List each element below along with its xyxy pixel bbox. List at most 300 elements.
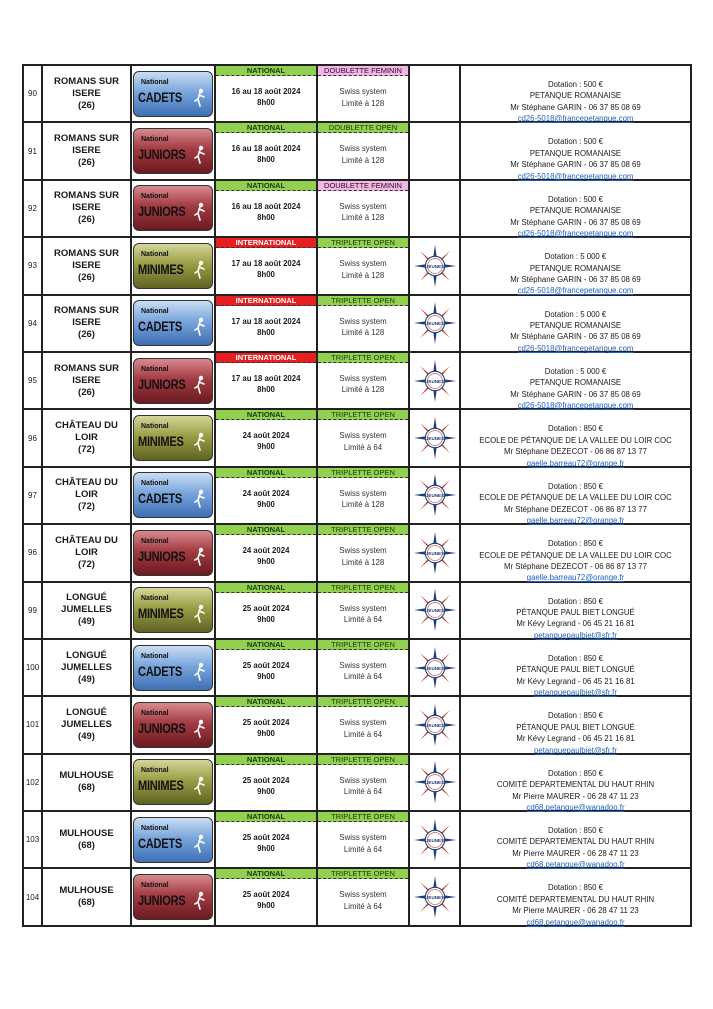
level-cell: [216, 66, 318, 121]
logo-text: JEUNES: [425, 378, 444, 384]
format-header: TRIPLETTE OPEN: [318, 755, 408, 765]
level-cell: [216, 238, 318, 293]
row-number-text: 90: [28, 89, 37, 99]
event-time: 9h00: [257, 729, 275, 739]
email-link[interactable]: cd68.petanque@wanadoo.fr: [526, 860, 625, 870]
logo-cell: [410, 353, 461, 408]
badge-category-text: JUNIORS: [138, 376, 186, 392]
category-cell: [132, 123, 216, 178]
table-row: [24, 353, 692, 410]
system-text: Swiss system: [339, 431, 387, 441]
info-cell: [461, 525, 692, 583]
club-name: ECOLE DE PÉTANQUE DE LA VALLEE DU LOIR COC: [479, 435, 672, 445]
jeunes-compass-logo-icon: [413, 359, 457, 403]
category-badge: [133, 128, 213, 174]
format-header: TRIPLETTE OPEN: [318, 410, 408, 420]
city-cell: [43, 525, 132, 580]
table-row: [24, 697, 692, 754]
badge-category-text: JUNIORS: [138, 893, 186, 909]
city-name: ROMANS SUR: [54, 362, 119, 374]
category-cell: [132, 181, 216, 236]
event-date: 16 au 18 août 2024: [231, 87, 301, 96]
club-name: COMITÉ DEPARTEMENTAL DU HAUT RHIN: [496, 894, 655, 904]
category-badge: [133, 702, 213, 748]
dotation-text: Dotation : 850 €: [547, 711, 604, 721]
city-name: CHÂTEAU DU: [55, 534, 118, 546]
format-cell: [318, 869, 410, 924]
petanque-player-icon: [194, 375, 206, 395]
level-header: NATIONAL: [216, 181, 316, 191]
format-cell: [318, 583, 410, 638]
city-name: LONGUÉ: [66, 649, 107, 661]
system-text: Swiss system: [339, 890, 387, 900]
department-code: (26): [78, 157, 95, 169]
email-link[interactable]: cd26-5018@francepetanque.com: [517, 171, 634, 181]
city-cell: [43, 410, 132, 465]
petanque-player-icon: [194, 489, 206, 509]
city-cell: [43, 296, 132, 351]
club-name: PÉTANQUE PAUL BIET LONGUÉ: [516, 722, 635, 732]
event-date: 25 août 2024: [242, 890, 290, 900]
city-cell: [43, 697, 132, 752]
jeunes-compass-logo-icon: [413, 760, 457, 804]
department-code: (26): [78, 271, 95, 283]
limit-text: Limité à 128: [341, 155, 385, 165]
jeunes-compass-logo-icon: [413, 473, 457, 517]
club-name: PETANQUE ROMANAISE: [529, 148, 622, 158]
city-name: LONGUÉ: [66, 592, 107, 604]
info-cell: [461, 123, 692, 181]
level-cell: [216, 181, 318, 236]
event-date: 17 au 18 août 2024: [231, 259, 301, 269]
system-text: Swiss system: [339, 718, 387, 728]
contact-text: Mr Pierre MAURER - 06 28 47 11 23: [512, 791, 639, 801]
email-link[interactable]: cd26-5018@francepetanque.com: [517, 286, 634, 296]
limit-text: Limité à 128: [341, 385, 385, 395]
format-header: TRIPLETTE OPEN: [318, 353, 408, 363]
city-cell: [43, 869, 132, 924]
badge-category-text: CADETS: [138, 319, 183, 335]
event-date: 24 août 2024: [242, 488, 290, 498]
level-header: NATIONAL: [216, 583, 316, 593]
info-cell: [461, 583, 692, 638]
info-cell: [461, 697, 692, 755]
dotation-text: Dotation : 5 000 €: [544, 252, 607, 262]
jeunes-compass-logo-icon: [413, 818, 457, 862]
jeunes-compass-logo-icon: [413, 531, 457, 575]
info-cell: [461, 755, 692, 810]
dotation-text: Dotation : 850 €: [547, 424, 604, 434]
event-date: 24 août 2024: [242, 546, 290, 556]
category-badge: [133, 243, 213, 289]
city-cell: [43, 640, 132, 695]
level-header: NATIONAL: [216, 755, 316, 765]
city-cell: [43, 123, 132, 178]
table-row: [24, 468, 692, 525]
dotation-text: Dotation : 850 €: [547, 826, 604, 836]
row-number-text: 101: [25, 720, 40, 730]
category-cell: [132, 410, 216, 465]
row-number: [24, 66, 43, 121]
event-time: 9h00: [257, 844, 275, 854]
contact-text: Mr Kévy Legrand - 06 45 21 16 81: [516, 734, 635, 744]
row-number-text: 93: [28, 261, 37, 271]
email-link[interactable]: cd26-5018@francepetanque.com: [517, 229, 634, 238]
logo-cell: [410, 410, 461, 465]
jeunes-compass-logo-icon: [413, 301, 457, 345]
event-time: 8h00: [257, 212, 275, 222]
format-cell: [318, 410, 410, 465]
badge-national-text: National: [141, 882, 169, 890]
limit-text: Limité à 128: [341, 328, 385, 338]
contact-text: Mr Stéphane GARIN - 06 37 85 08 69: [510, 332, 641, 342]
badge-national-text: National: [141, 709, 169, 717]
city-cell: [43, 812, 132, 867]
logo-cell: [410, 697, 461, 752]
format-cell: [318, 640, 410, 695]
level-cell: [216, 697, 318, 752]
logo-text: JEUNES: [425, 722, 444, 728]
contact-text: Mr Stéphane DEZECOT - 06 86 87 13 77: [504, 504, 647, 514]
logo-cell: [410, 66, 461, 121]
category-badge: [133, 759, 213, 805]
email-link[interactable]: cd26-5018@francepetanque.com: [517, 114, 634, 124]
category-badge: [133, 415, 213, 461]
format-header: DOUBLETTE FEMININ: [318, 181, 408, 191]
badge-national-text: National: [141, 480, 169, 488]
city-name-line2: ISERE: [72, 317, 101, 329]
level-cell: [216, 640, 318, 695]
row-number-text: 103: [25, 835, 40, 845]
logo-cell: [410, 123, 461, 178]
logo-text: JEUNES: [425, 607, 444, 613]
row-number: [24, 812, 43, 867]
badge-category-text: CADETS: [138, 835, 183, 851]
city-name-line2: (68): [78, 897, 95, 909]
system-text: Swiss system: [339, 316, 387, 326]
petanque-player-icon: [194, 432, 206, 452]
row-number-text: 92: [28, 203, 37, 213]
club-name: PETANQUE ROMANAISE: [529, 91, 622, 101]
logo-text: JEUNES: [425, 780, 444, 786]
category-cell: [132, 583, 216, 638]
category-badge: [133, 645, 213, 691]
email-link[interactable]: petanquepaulbiet@sfr.fr: [534, 630, 617, 640]
limit-text: Limité à 64: [343, 901, 383, 911]
city-name-line2: ISERE: [72, 202, 101, 214]
system-text: Swiss system: [339, 373, 387, 383]
dotation-text: Dotation : 5 000 €: [544, 366, 607, 376]
format-cell: [318, 525, 410, 580]
petanque-player-icon: [194, 260, 206, 280]
logo-text: JEUNES: [425, 837, 444, 843]
club-name: PETANQUE ROMANAISE: [529, 320, 622, 330]
city-name-line2: ISERE: [72, 374, 101, 386]
level-cell: [216, 296, 318, 351]
system-text: Swiss system: [339, 144, 387, 154]
club-name: COMITÉ DEPARTEMENTAL DU HAUT RHIN: [496, 780, 655, 790]
system-text: Swiss system: [339, 775, 387, 785]
contact-text: Mr Pierre MAURER - 06 28 47 11 23: [512, 906, 639, 916]
row-number-text: 96: [28, 548, 37, 558]
category-badge: [133, 472, 213, 518]
badge-national-text: National: [141, 78, 169, 86]
event-time: 9h00: [257, 499, 275, 509]
table-row: [24, 525, 692, 582]
badge-national-text: National: [141, 595, 169, 603]
table-row: [24, 123, 692, 180]
badge-category-text: MINIMES: [138, 261, 184, 277]
department-code: (72): [78, 558, 95, 570]
row-number: [24, 583, 43, 638]
city-name: ROMANS SUR: [54, 133, 119, 145]
row-number-text: 94: [28, 318, 37, 328]
level-header: NATIONAL: [216, 468, 316, 478]
level-header: INTERNATIONAL: [216, 238, 316, 248]
email-link[interactable]: cd68.petanque@wanadoo.fr: [526, 802, 625, 812]
contact-text: Mr Stéphane GARIN - 06 37 85 08 69: [510, 217, 641, 227]
format-cell: [318, 353, 410, 408]
level-header: NATIONAL: [216, 66, 316, 76]
format-cell: [318, 66, 410, 121]
event-time: 9h00: [257, 671, 275, 681]
club-name: COMITÉ DEPARTEMENTAL DU HAUT RHIN: [496, 837, 655, 847]
limit-text: Limité à 64: [343, 615, 383, 625]
city-cell: [43, 468, 132, 523]
category-cell: [132, 525, 216, 580]
petanque-player-icon: [194, 317, 206, 337]
email-link[interactable]: gaelle.barreau72@orange.fr: [526, 515, 625, 525]
email-link[interactable]: gaelle.barreau72@orange.fr: [526, 573, 625, 583]
dotation-text: Dotation : 5 000 €: [544, 309, 607, 319]
email-link[interactable]: petanquepaulbiet@sfr.fr: [534, 688, 617, 698]
format-cell: [318, 181, 410, 236]
limit-text: Limité à 64: [343, 787, 383, 797]
system-text: Swiss system: [339, 546, 387, 556]
dotation-text: Dotation : 500 €: [547, 137, 604, 147]
email-link[interactable]: gaelle.barreau72@orange.fr: [526, 458, 625, 468]
category-cell: [132, 66, 216, 121]
table-row: [24, 869, 692, 926]
logo-cell: [410, 238, 461, 293]
petanque-player-icon: [194, 202, 206, 222]
format-header: TRIPLETTE OPEN: [318, 468, 408, 478]
level-cell: [216, 353, 318, 408]
category-cell: [132, 755, 216, 810]
info-cell: [461, 869, 692, 927]
badge-national-text: National: [141, 193, 169, 201]
event-time: 9h00: [257, 557, 275, 567]
category-badge: [133, 587, 213, 633]
category-badge: [133, 71, 213, 117]
format-cell: [318, 123, 410, 178]
level-cell: [216, 755, 318, 810]
city-name-line2: LOIR: [75, 489, 98, 501]
category-cell: [132, 238, 216, 293]
format-cell: [318, 697, 410, 752]
format-cell: [318, 238, 410, 293]
city-name: ROMANS SUR: [54, 75, 119, 87]
event-date: 25 août 2024: [242, 660, 290, 670]
badge-category-text: MINIMES: [138, 778, 184, 794]
event-time: 9h00: [257, 442, 275, 452]
table-row: [24, 640, 692, 697]
logo-text: JEUNES: [425, 321, 444, 327]
badge-national-text: National: [141, 423, 169, 431]
city-name-line2: ISERE: [72, 87, 101, 99]
category-badge: [133, 300, 213, 346]
category-cell: [132, 353, 216, 408]
level-header: NATIONAL: [216, 640, 316, 650]
info-cell: [461, 353, 692, 411]
limit-text: Limité à 128: [341, 98, 385, 108]
row-number-text: 91: [28, 146, 37, 156]
jeunes-compass-logo-icon: [413, 703, 457, 747]
event-date: 17 au 18 août 2024: [231, 316, 301, 326]
email-link[interactable]: petanquepaulbiet@sfr.fr: [534, 745, 617, 755]
table-row: [24, 812, 692, 869]
department-code: (49): [78, 730, 95, 742]
city-name: ROMANS SUR: [54, 305, 119, 317]
jeunes-compass-logo-icon: [413, 588, 457, 632]
logo-cell: [410, 525, 461, 580]
row-number: [24, 525, 43, 580]
row-number-text: 97: [28, 490, 37, 500]
email-link[interactable]: cd68.petanque@wanadoo.fr: [526, 917, 625, 927]
contact-text: Mr Pierre MAURER - 06 28 47 11 23: [512, 848, 639, 858]
club-name: ECOLE DE PÉTANQUE DE LA VALLEE DU LOIR COC: [479, 550, 672, 560]
badge-category-text: JUNIORS: [138, 720, 186, 736]
email-link[interactable]: cd26-5018@francepetanque.com: [517, 343, 634, 353]
city-name: CHÂTEAU DU: [55, 477, 118, 489]
club-name: PETANQUE ROMANAISE: [529, 378, 622, 388]
level-cell: [216, 123, 318, 178]
format-header: TRIPLETTE OPEN: [318, 296, 408, 306]
format-header: TRIPLETTE OPEN: [318, 812, 408, 822]
badge-national-text: National: [141, 537, 169, 545]
format-cell: [318, 468, 410, 523]
table-row: [24, 66, 692, 123]
table-row: [24, 238, 692, 295]
department-code: (26): [78, 386, 95, 398]
category-cell: [132, 812, 216, 867]
system-text: Swiss system: [339, 201, 387, 211]
badge-category-text: CADETS: [138, 89, 183, 105]
jeunes-compass-logo-icon: [413, 244, 457, 288]
competition-table: [22, 64, 692, 927]
logo-cell: [410, 869, 461, 924]
city-name: ROMANS SUR: [54, 190, 119, 202]
event-time: 8h00: [257, 384, 275, 394]
badge-national-text: National: [141, 136, 169, 144]
row-number: [24, 296, 43, 351]
event-date: 25 août 2024: [242, 718, 290, 728]
category-badge: [133, 185, 213, 231]
city-name-line2: (68): [78, 839, 95, 851]
category-badge: [133, 817, 213, 863]
club-name: PETANQUE ROMANAISE: [529, 206, 622, 216]
row-number: [24, 410, 43, 465]
table-row: [24, 583, 692, 640]
format-header: TRIPLETTE OPEN: [318, 238, 408, 248]
badge-category-text: JUNIORS: [138, 548, 186, 564]
event-date: 16 au 18 août 2024: [231, 201, 301, 211]
level-cell: [216, 468, 318, 523]
limit-text: Limité à 64: [343, 442, 383, 452]
contact-text: Mr Stéphane DEZECOT - 06 86 87 13 77: [504, 561, 647, 571]
logo-cell: [410, 812, 461, 867]
logo-text: JEUNES: [425, 435, 444, 441]
level-cell: [216, 869, 318, 924]
dotation-text: Dotation : 500 €: [547, 194, 604, 204]
petanque-player-icon: [194, 604, 206, 624]
row-number: [24, 869, 43, 924]
event-date: 25 août 2024: [242, 603, 290, 613]
badge-category-text: JUNIORS: [138, 147, 186, 163]
row-number: [24, 123, 43, 178]
department-code: (49): [78, 616, 95, 628]
logo-text: JEUNES: [425, 550, 444, 556]
contact-text: Mr Kévy Legrand - 06 45 21 16 81: [516, 676, 635, 686]
row-number-text: 99: [28, 605, 37, 615]
email-link[interactable]: cd26-5018@francepetanque.com: [517, 401, 634, 411]
format-header: DOUBLETTE OPEN: [318, 123, 408, 133]
level-header: INTERNATIONAL: [216, 296, 316, 306]
format-cell: [318, 812, 410, 867]
format-header: TRIPLETTE OPEN: [318, 697, 408, 707]
category-badge: [133, 874, 213, 920]
info-cell: [461, 410, 692, 468]
city-name-line2: LOIR: [75, 546, 98, 558]
format-header: TRIPLETTE OPEN: [318, 640, 408, 650]
event-time: 8h00: [257, 270, 275, 280]
format-header: TRIPLETTE OPEN: [318, 583, 408, 593]
department-code: (26): [78, 329, 95, 341]
contact-text: Mr Stéphane GARIN - 06 37 85 08 69: [510, 274, 641, 284]
limit-text: Limité à 64: [343, 729, 383, 739]
contact-text: Mr Kévy Legrand - 06 45 21 16 81: [516, 619, 635, 629]
event-time: 8h00: [257, 98, 275, 107]
format-cell: [318, 296, 410, 351]
row-number-text: 102: [25, 777, 40, 787]
city-name-line2: ISERE: [72, 259, 101, 271]
limit-text: Limité à 64: [343, 844, 383, 854]
limit-text: Limité à 128: [341, 270, 385, 280]
badge-national-text: National: [141, 308, 169, 316]
info-cell: [461, 66, 692, 124]
petanque-player-icon: [194, 88, 206, 108]
badge-national-text: National: [141, 365, 169, 373]
badge-national-text: National: [141, 824, 169, 832]
jeunes-compass-logo-icon: [413, 875, 457, 919]
petanque-player-icon: [194, 547, 206, 567]
petanque-player-icon: [194, 891, 206, 911]
category-cell: [132, 869, 216, 924]
system-text: Swiss system: [339, 488, 387, 498]
contact-text: Mr Stéphane GARIN - 06 37 85 08 69: [510, 389, 641, 399]
logo-cell: [410, 468, 461, 523]
city-cell: [43, 66, 132, 121]
event-date: 25 août 2024: [242, 775, 290, 785]
dotation-text: Dotation : 850 €: [547, 883, 604, 893]
event-time: 9h00: [257, 901, 275, 911]
dotation-text: Dotation : 850 €: [547, 768, 604, 778]
format-header: DOUBLETTE FEMININ: [318, 66, 408, 76]
info-cell: [461, 640, 692, 698]
table-row: [24, 296, 692, 353]
dotation-text: Dotation : 850 €: [547, 481, 604, 491]
badge-category-text: CADETS: [138, 663, 183, 679]
